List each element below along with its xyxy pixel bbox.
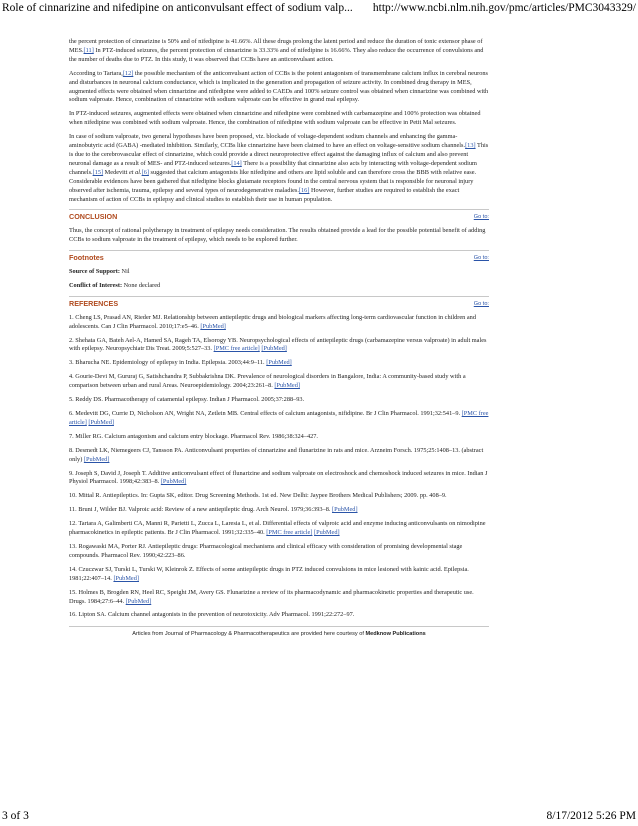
value: Nil: [119, 268, 130, 276]
text: In PTZ-induced seizures, the percent protection of cinnarizine is 33.33% and of nifedipine is 16.66%. They also reduce the occurrence of convulsions and the number of deaths due to PTZ. In this study, it was observed that CCBs have an anticonvulsant action.: [69, 46, 484, 63]
reference-item: [69, 396, 489, 405]
reference-item: [69, 373, 489, 391]
conflict-of-interest: [69, 282, 489, 291]
reference-text: 9. Joseph S, David J, Joseph T. Additive anticonvulsant effect of flunarizine and sodium valproate on electroshock and chemoshock induced seizures in mice. Indian J Physiol Pharmacol. 1998;42:383–8.: [69, 469, 488, 486]
reference-item: [69, 314, 489, 332]
reference-text: 11. Bruni J, Wilder BJ. Valproic acid: Review of a new antiepileptic drug. Arch Neurol. 1979;36:393–8.: [69, 506, 332, 514]
reference-text: 1. Cheng LS, Prasad AN, Rieder MJ. Relationship between antiepileptic drugs and biological markers affecting long-term cardiovascular function in children and adolescents. Can J Clin Pharmacol. 2010;17:e5–46.: [69, 313, 476, 330]
pubmed-link[interactable]: [PubMed]: [332, 506, 358, 514]
footnotes-header: [69, 250, 489, 263]
print-header: [2, 2, 636, 16]
reference-text: 7. Miller RG. Calcium antagonism and calcium entry blockage. Pharmacol Rev. 1986;38:324–427.: [69, 432, 318, 440]
reference-item: [69, 337, 489, 355]
citation-link[interactable]: [15]: [92, 168, 104, 176]
citation-link[interactable]: [13]: [465, 142, 476, 150]
reference-text: 3. Bharucha NE. Epidemiology of epilepsy in India. Epilepsia. 2003;44:9–11.: [69, 359, 267, 367]
reference-text: 10. Mittal R. Antiepileptics. In: Gupta SK, editor. Drug Screening Methods. 1st ed. New Delhi: Jaypee Brothers Medical Publishers; 2009. pp. 408–9.: [69, 492, 447, 500]
text: However, further studies are required to establish the exact mechanism of action of CCBs in epilepsy and clinical studies to establish their use in human population.: [69, 186, 460, 203]
print-header-url: http://www.ncbi.nlm.nih.gov/pmc/articles/PMC3043329/: [372, 2, 636, 14]
pubmed-link[interactable]: [PubMed]: [113, 574, 139, 582]
text: This is due to the cerebrovascular effect of cinnarizine, which could provide a direct neuroprotective effect against the damaging influx of calcium and also prevent neuronal damage as a result of MES- and PTZ-induced seizures.: [69, 142, 489, 167]
reference-text: 6. Medevitt DG, Currie D, Nicholson AN, Wright NA, Zetlein MB. Central effects of calcium antagonists, nifidipine. Br J Clin Pharmacol. 1991;32:541–9.: [69, 410, 462, 417]
text: Articles from Journal of Pharmacology & Pharmacotherapeutics are provided here courtesy of: [132, 631, 366, 638]
print-footer: [2, 810, 636, 824]
reference-item: [69, 520, 489, 538]
pubmed-link[interactable]: [PubMed]: [83, 455, 110, 463]
pubmed-link[interactable]: [PubMed]: [88, 418, 114, 426]
reference-item: [69, 359, 489, 368]
pubmed-link[interactable]: [PubMed]: [274, 382, 300, 390]
reference-list: [69, 314, 489, 621]
citation-link[interactable]: [11]: [83, 46, 94, 54]
pubmed-link[interactable]: [PubMed]: [266, 359, 292, 367]
conclusion-heading: CONCLUSION: [69, 212, 118, 222]
publisher-name: Medknow Publications: [365, 631, 426, 638]
reference-item: [69, 506, 489, 515]
article-content: [69, 38, 489, 639]
text: the possible mechanism of the anticonvulsant action of CCBs is the potent antagonism of transmembrane calcium influx in cerebral neurons and disturbances in neuronal calcium conductance, which is implicated in the generation and propagation of seizure activity. In combined drug therapy in MES, augmented effects were obtained when cinnarizine and nifedipine were added to CAEDs and 100% seizure control was obtained when cinnarizine was combined with sodium valproate. Hence, combination of cinnarizine with sodium valproate can be effective in grand mal epilepsy.: [69, 69, 489, 104]
reference-item: [69, 410, 489, 428]
references-header: [69, 296, 489, 309]
text: In case of sodium valproate, two general hypotheses have been proposed, viz. blockade of voltage-dependent sodium channels and enhancing the gamma-aminobutyric acid (GABA) -mediated inhibition. Similarly, CCBs like cinnarizine have been claimed to have an effect on voltage-sensitive sodium channels.: [69, 133, 466, 150]
citation-link[interactable]: [14]: [231, 159, 242, 167]
text: suggested that calcium antagonists like nifedipine and others are lipid soluble and can therefore cross the BBB with relative ease. Considerable evidences have been gathered that nifedipine blocks glutamate receptors found in the central nervous system that is responsible for neuronal injury observed after ischemia, trauma, epilepsy and several types of neurodegenerative maladies.: [69, 168, 477, 194]
pmc-free-article-link[interactable]: [PMC free article]: [213, 345, 260, 353]
references-heading: REFERENCES: [69, 298, 119, 308]
label: Conflict of Interest:: [69, 281, 123, 289]
reference-text: 8. Desmedt LK, Niemegeers CJ, Tansson PA. Anticonvulsant properties of cinnarizine and flunarizine in rats and mice. Arzneim Forsch. 1975;25:1408–13. (abstract only): [69, 446, 484, 463]
references-goto-link[interactable]: Go to:: [473, 300, 489, 307]
text: There is a possibility that cinnarizine also acts by interacting with voltage-dependent sodium channels.: [69, 159, 477, 176]
body-paragraph-2: [69, 70, 489, 106]
footnotes-goto-link[interactable]: Go to:: [473, 255, 489, 262]
conclusion-goto-link[interactable]: Go to:: [473, 214, 489, 221]
reference-item: [69, 447, 489, 465]
reference-item: [69, 543, 489, 561]
text: According to Tartara,: [69, 69, 123, 77]
reference-item: [69, 589, 489, 607]
reference-item: [69, 566, 489, 584]
reference-text: 4. Gourie-Devi M, Gururaj G, Satishchandra P, Subbakrishna DK. Prevalence of neurological disorders in Bangalore, India: A community-based study with a comparison between urban and rural Areas. Neuroepidemiology. 2004;23:261–8.: [69, 373, 466, 390]
text: Medevitt: [103, 168, 129, 176]
text: the percent protection of cinnarizine is 50% and of nifedipine is 41.66%. All these drugs prolong the latent period and reduce the duration of tonic extensor phase of MES.: [69, 38, 483, 54]
source-of-support: [69, 268, 489, 277]
reference-text: 14. Czuczwar SJ, Turski L, Turski W, Kleinrok Z. Effects of some antiepileptic drugs in PTZ induced convulsions in mice lesioned with kainic acid. Epilepsia. 1981;22:407–14.: [69, 565, 469, 582]
citation-link[interactable]: [6]: [141, 168, 149, 176]
footnotes-heading: Footnotes: [69, 253, 104, 263]
pubmed-link[interactable]: [PubMed]: [160, 478, 187, 486]
print-header-title: Role of cinnarizine and nifedipine on anticonvulsant effect of sodium valp...: [2, 2, 353, 14]
citation-link[interactable]: [16]: [298, 186, 310, 194]
conclusion-text: Thus, the concept of rational polytherapy in treatment of epilepsy needs consideration. The results obtained provide a lead for the possible potential benefit of adding CCBs to sodium valproate in the treatment of epilepsy, which needs to be explored further.: [69, 227, 486, 244]
et-al-text: et al.: [129, 168, 142, 176]
reference-item: [69, 611, 489, 620]
reference-text: 5. Reddy DS. Pharmacotherapy of catamenial epilepsy. Indian J Pharmacol. 2005;37:288–93.: [69, 396, 305, 404]
body-paragraph-1: [69, 38, 489, 65]
pmc-free-article-link[interactable]: [PMC free article]: [266, 529, 313, 537]
pmc-free-article-link[interactable]: [PMC free article]: [69, 410, 489, 426]
pubmed-link[interactable]: [PubMed]: [261, 345, 287, 353]
page-number: 3 of 3: [2, 810, 29, 822]
reference-text: 13. Rogawaski MA, Porter RJ. Antiepileptic drugs: Pharmacological mechanisms and clinical efficacy with consideration of promising developmental stage compounds. Pharmacol Rev. 1990;42:223–86.: [69, 542, 463, 559]
reference-text: 12. Tartara A, Galimberti CA, Manni R, Parietti L, Zucca L, Laresia L, et al. Differential effects of valproic acid and enzyme inducing anticonvulsants on nimodipine pharmacokinetics in epileptic patients. Br J Clin Pharmacol. 1991;32:335–40.: [69, 520, 486, 537]
conclusion-header: [69, 209, 489, 222]
body-paragraph-4: [69, 133, 489, 204]
reference-item: [69, 492, 489, 501]
reference-item: [69, 433, 489, 442]
reference-text: 16. Lipton SA. Calcium channel antagonists in the prevention of neurotoxicity. Adv Pharmacol. 1991;22:272–97.: [69, 611, 355, 619]
reference-item: [69, 470, 489, 488]
value: None declared: [122, 281, 161, 289]
reference-text: 2. Shehata GA, Bateh Ael-A, Hamed SA, Rageh TA, Elsorogy YB. Neuropsychological effects of antiepileptic drugs (carbamazepine versus valproate) in adult males with epilepsy. Neuropsychiatr Dis Treat. 2009;5:527–33.: [69, 336, 487, 353]
publisher-note: [69, 626, 489, 639]
citation-link[interactable]: [12]: [122, 69, 134, 77]
pubmed-link[interactable]: [PubMed]: [125, 597, 152, 605]
label: Source of Support:: [69, 268, 120, 276]
reference-text: 15. Holmes B, Brogden RN, Heel RC, Speight JM, Avery GS. Flunarizine a review of its pharmacodynamic and pharmacokinetic properties and therapeutic use. Drugs. 1984;27:6–44.: [69, 588, 474, 605]
pubmed-link[interactable]: [PubMed]: [314, 529, 340, 537]
body-paragraph-3: In PTZ-induced seizures, augmented effects were obtained when cinnarizine and nifedipine were combined with carbamazepine and 100% protection was obtained when nifedipine was combined with sodium valproate. Hence, the combination of nifedipine with sodium valproate can be effective in Petit Mal seizures.: [69, 110, 481, 127]
print-datetime: 8/17/2012 5:26 PM: [546, 810, 636, 822]
pubmed-link[interactable]: [PubMed]: [200, 322, 226, 330]
